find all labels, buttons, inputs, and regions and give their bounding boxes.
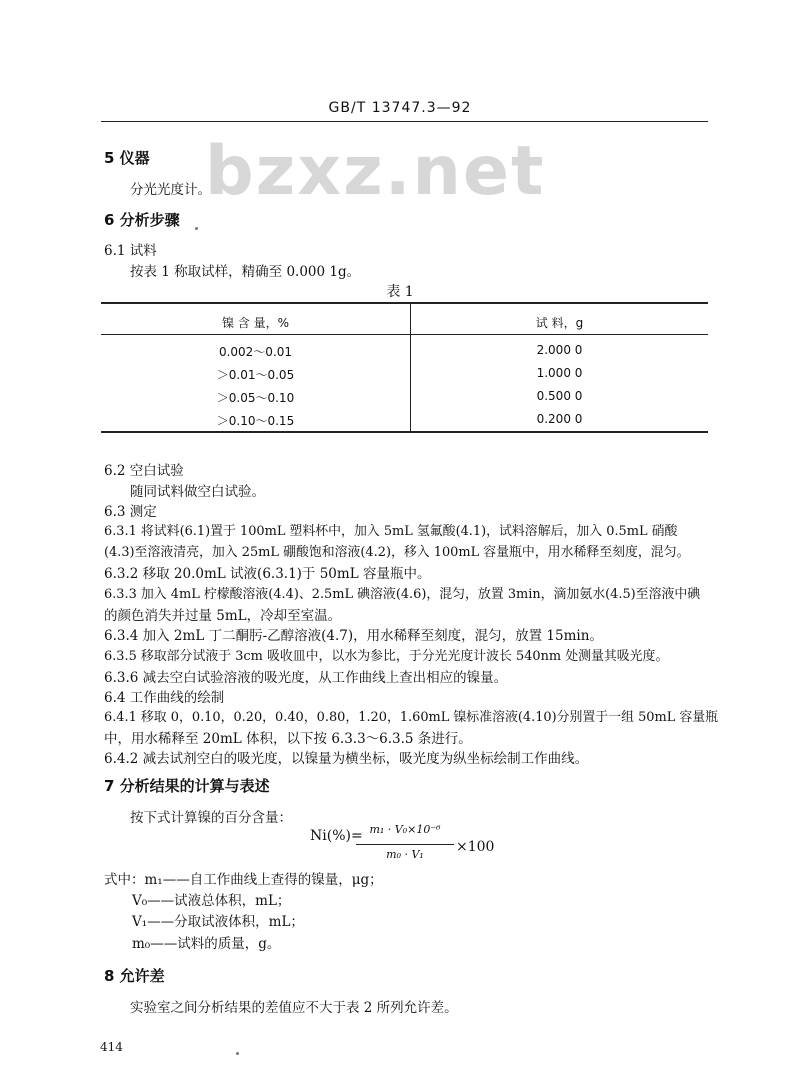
formula-where-4: m₀——试料的质量，g。 bbox=[132, 936, 281, 952]
section-6-1-heading: 6.1 试料 bbox=[104, 243, 157, 259]
table-header-right: 试 料，g bbox=[535, 316, 584, 330]
section-6-1-text: 按表 1 称取试样，精确至 0.000 1g。 bbox=[130, 264, 361, 280]
header-rule bbox=[101, 121, 708, 122]
section-6-3-1-line-1: 6.3.1 将试料(6.1)置于 100mL 塑料杯中，加入 5mL 氢氟酸(4.1)，试料溶解后，加入 0.5mL 硝酸 bbox=[104, 524, 678, 539]
table-row-3-right: 0.500 0 bbox=[536, 389, 583, 403]
table-row-4-left: ＞0.10～0.15 bbox=[216, 414, 295, 428]
table-row-2-left: ＞0.01～0.05 bbox=[216, 368, 295, 382]
section-7-intro: 按下式计算镍的百分含量： bbox=[130, 810, 292, 826]
formula-rhs: ×100 bbox=[456, 839, 495, 855]
table-row-2-right: 1.000 0 bbox=[536, 366, 583, 380]
table-1-caption: 表 1 bbox=[386, 284, 414, 300]
section-6-3-4: 6.3.4 加入 2mL 丁二酮肟-乙醇溶液(4.7)，用水稀释至刻度，混匀，放置 15min。 bbox=[104, 628, 603, 644]
table-row-3-left: ＞0.05～0.10 bbox=[216, 391, 295, 405]
page-number: 414 bbox=[100, 1040, 123, 1054]
section-6-3-6: 6.3.6 减去空白试验溶液的吸光度，从工作曲线上查出相应的镍量。 bbox=[104, 670, 508, 686]
table-top-rule bbox=[101, 302, 708, 304]
watermark: bzxz.net bbox=[205, 132, 546, 211]
formula-where-1: 式中：m₁——自工作曲线上查得的镍量，μg； bbox=[104, 872, 383, 888]
section-6-3-5: 6.3.5 移取部分试液于 3cm 吸收皿中，以水为参比，于分光光度计波长 540nm 处测量其吸光度。 bbox=[104, 649, 669, 664]
section-6-4-1-line-1: 6.4.1 移取 0，0.10，0.20，0.40，0.80，1.20，1.60mL 镍标准溶液(4.10)分别置于一组 50mL 容量瓶 bbox=[104, 710, 719, 725]
formula-fraction-bar bbox=[356, 844, 454, 845]
document-header: GB/T 13747.3—92 bbox=[328, 100, 472, 116]
section-6-2-text: 随同试料做空白试验。 bbox=[130, 484, 265, 500]
section-5-heading: 5 仪器 bbox=[104, 149, 150, 167]
section-5-text: 分光光度计。 bbox=[130, 182, 211, 198]
section-6-3-1-line-2: (4.3)至溶液清亮，加入 25mL 硼酸饱和溶液(4.2)，移入 100mL 容量瓶中，用水稀释至刻度，混匀。 bbox=[104, 545, 690, 560]
section-8-text: 实验室之间分析结果的差值应不大于表 2 所列允许差。 bbox=[130, 1000, 458, 1016]
formula-where-2: V₀——试液总体积，mL； bbox=[132, 893, 291, 909]
table-row-1-right: 2.000 0 bbox=[536, 343, 583, 357]
section-6-2-heading: 6.2 空白试验 bbox=[104, 463, 184, 479]
formula-where-3: V₁——分取试液体积，mL； bbox=[132, 914, 304, 930]
section-8-heading: 8 允许差 bbox=[104, 967, 165, 985]
section-6-heading: 6 分析步骤 bbox=[104, 211, 180, 229]
section-6-3-2: 6.3.2 移取 20.0mL 试液(6.3.1)于 50mL 容量瓶中。 bbox=[104, 566, 431, 582]
table-bottom-rule bbox=[101, 431, 708, 433]
table-row-4-right: 0.200 0 bbox=[536, 412, 583, 426]
section-6-3-3-line-2: 的颜色消失并过量 5mL，冷却至室温。 bbox=[104, 608, 342, 624]
scan-speck bbox=[236, 1052, 239, 1055]
section-6-4-1-line-2: 中，用水稀释至 20mL 体积，以下按 6.3.3～6.3.5 条进行。 bbox=[104, 731, 472, 747]
table-header-left: 镍 含 量，% bbox=[221, 316, 290, 330]
section-7-heading: 7 分析结果的计算与表述 bbox=[104, 777, 270, 795]
section-6-4-2: 6.4.2 减去试剂空白的吸光度，以镍量为横坐标，吸光度为纵坐标绘制工作曲线。 bbox=[104, 751, 589, 767]
table-row-1-left: 0.002～0.01 bbox=[218, 345, 293, 359]
section-6-3-3-line-1: 6.3.3 加入 4mL 柠檬酸溶液(4.4)、2.5mL 碘溶液(4.6)，混匀，放置 3min，滴加氨水(4.5)至溶液中碘 bbox=[104, 587, 701, 602]
section-6-4-heading: 6.4 工作曲线的绘制 bbox=[104, 690, 225, 706]
formula-numerator: m₁ · V₀×10⁻⁶ bbox=[369, 823, 441, 836]
table-header-rule bbox=[101, 334, 708, 335]
formula-lhs: Ni(%)= bbox=[310, 828, 363, 844]
formula-denominator: m₀ · V₁ bbox=[386, 848, 424, 861]
section-6-3-heading: 6.3 测定 bbox=[104, 504, 157, 520]
scan-speck bbox=[195, 227, 198, 230]
